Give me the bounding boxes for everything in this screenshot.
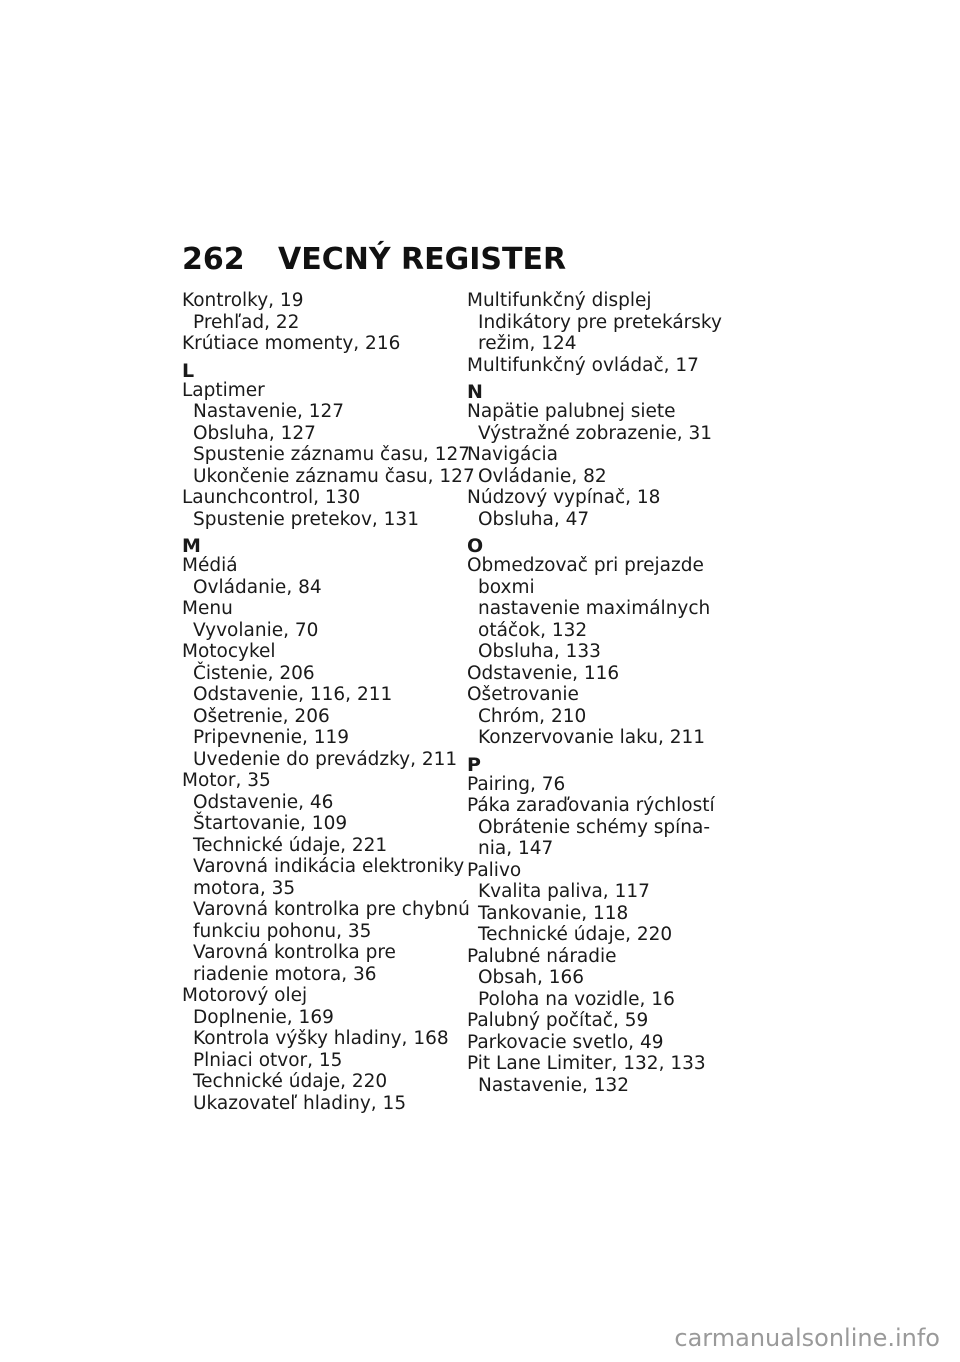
index-subentry: Kontrola výšky hladiny, 168 [193,1028,449,1049]
index-subentry: Obsluha, 47 [478,508,590,530]
index-subentry: Čistenie, 206 [193,662,315,684]
index-entry: Odstavenie, 116 [467,662,620,684]
index-entry: Pairing, 76 [467,773,566,795]
index-entry: Palubný počítač, 59 [467,1010,649,1031]
index-subentry: Spustenie pretekov, 131 [193,508,419,530]
index-section-letter: O [467,535,484,557]
index-subentry: Kvalita paliva, 117 [478,881,650,902]
index-subentry: Odstavenie, 116, 211 [193,684,393,705]
index-subentry: Obsluha, 127 [193,422,316,444]
index-entry: Navigácia [467,444,558,465]
page-title: VECNÝ REGISTER [278,242,567,277]
index-subentry: Varovná indikácia elektroniky [193,856,465,877]
page-number: 262 [182,242,245,277]
index-subentry: Vyvolanie, 70 [193,619,319,641]
index-entry: Páka zaraďovania rýchlostí [467,795,715,816]
index-entry: Motor, 35 [182,770,271,791]
index-subentry: Varovná kontrolka pre [193,942,396,963]
index-subentry: Tankovanie, 118 [478,902,629,924]
index-column-left [182,290,475,1114]
index-entry: Parkovacie svetlo, 49 [467,1031,664,1053]
index-entry: Kontrolky, 19 [182,290,304,311]
index-subentry: Ovládanie, 82 [478,465,607,487]
index-entry: Obmedzovač pri prejazde [467,555,704,576]
index-subentry: Obsluha, 133 [478,641,601,662]
index-section-letter: L [182,359,195,382]
index-subentry: otáčok, 132 [478,619,588,641]
index-subentry: Obsah, 166 [478,967,585,988]
index-subentry: Prehľad, 22 [193,311,300,333]
index-subentry: Ukazovateľ hladiny, 15 [193,1092,407,1114]
index-column-right [467,290,737,1096]
index-subentry: Obrátenie schémy spína- [478,816,711,838]
index-subentry: Nastavenie, 132 [478,1074,630,1096]
watermark: carmanualsonline.info [674,1324,940,1352]
index-subentry: Odstavenie, 46 [193,791,334,813]
index-subentry: Technické údaje, 221 [193,834,388,856]
index-entry: Krútiace momenty, 216 [182,333,401,354]
index-subentry: Plniaci otvor, 15 [193,1049,343,1071]
index-subentry: režim, 124 [478,333,577,354]
index-subentry: Ovládanie, 84 [193,576,322,598]
index-entry: Motorový olej [182,985,308,1006]
index-subentry: Nastavenie, 127 [193,401,345,422]
index-subentry: Ošetrenie, 206 [193,705,330,727]
index-subentry: Výstražné zobrazenie, 31 [478,422,712,444]
index-subentry: Doplnenie, 169 [193,1006,334,1028]
index-entry: Palivo [467,859,522,881]
index-entry: Pit Lane Limiter, 132, 133 [467,1053,706,1074]
index-section-letter: P [467,753,481,776]
index-subentry: Pripevnenie, 119 [193,727,350,748]
index-subentry: motora, 35 [193,877,296,899]
index-entry: Menu [182,598,233,619]
index-entry: Laptimer [182,379,265,401]
index-subentry: nia, 147 [478,838,554,859]
index-entry: Motocykel [182,641,276,662]
index-entry: Médiá [182,555,238,576]
index-subentry: Indikátory pre pretekársky [478,311,722,333]
index-subentry: Technické údaje, 220 [478,924,673,945]
index-subentry: Technické údaje, 220 [193,1071,388,1092]
index-entry: Ošetrovanie [467,684,579,705]
index-subentry: Ukončenie záznamu času, 127 [193,465,475,487]
index-section-letter: N [467,381,483,403]
index-subentry: riadenie motora, 36 [193,963,377,985]
page-header [182,242,566,277]
index-entry: Multifunkčný displej [467,290,652,311]
index-subentry: nastavenie maximálnych [478,598,711,619]
index-subentry: Štartovanie, 109 [193,813,348,834]
index-subentry: funkciu pohonu, 35 [193,920,372,942]
index-subentry: Chróm, 210 [478,705,587,727]
index-entry: Palubné náradie [467,945,617,967]
index-entry: Napätie palubnej siete [467,401,676,422]
index-subentry: Spustenie záznamu času, 127 [193,444,471,465]
index-subentry: Konzervovanie laku, 211 [478,727,706,748]
index-section-letter: M [182,535,201,557]
index-subentry: Uvedenie do prevádzky, 211 [193,748,458,770]
index-subentry: Varovná kontrolka pre chybnú [193,899,470,920]
index-subentry: boxmi [478,576,535,598]
index-entry: Núdzový vypínač, 18 [467,487,661,508]
index-entry: Launchcontrol, 130 [182,487,361,508]
index-subentry: Poloha na vozidle, 16 [478,988,675,1010]
index-entry: Multifunkčný ovládač, 17 [467,354,699,376]
